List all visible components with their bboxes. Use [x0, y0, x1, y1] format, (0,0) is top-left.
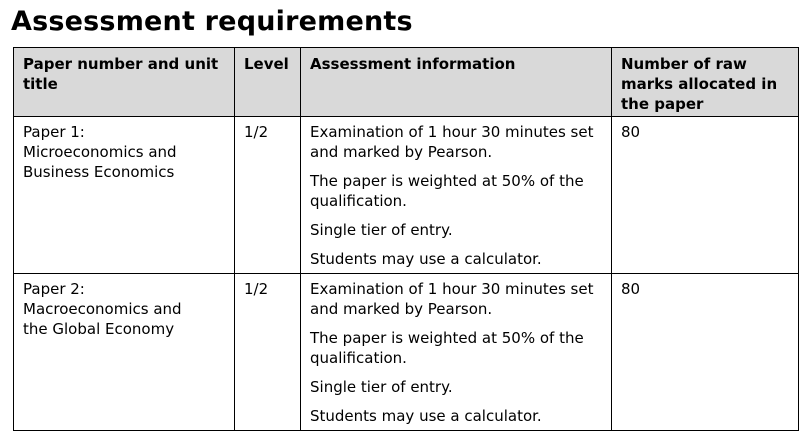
raw-marks-cell: 80	[612, 274, 799, 431]
paper-title-cell	[14, 117, 235, 274]
assessment-info-paragraph: Single tier of entry.	[310, 378, 453, 396]
assessment-info-cell	[301, 274, 612, 431]
header-assessment-information: Assessment information	[301, 48, 612, 117]
paper-title-line: Business Economics	[23, 163, 175, 181]
level-cell: 1/2	[235, 117, 301, 274]
assessment-info-paragraph: Examination of 1 hour 30 minutes set and marked by Pearson.	[310, 280, 594, 318]
table-header	[14, 48, 799, 117]
table-row	[14, 274, 799, 431]
table-row	[14, 117, 799, 274]
header-raw-marks: Number of raw marks allocated in the paper	[612, 48, 799, 117]
paper-title-cell	[14, 274, 235, 431]
assessment-info-paragraph: Single tier of entry.	[310, 221, 453, 239]
assessment-info-paragraph: Examination of 1 hour 30 minutes set and marked by Pearson.	[310, 123, 594, 161]
assessment-requirements-table	[13, 47, 799, 431]
header-level: Level	[235, 48, 301, 117]
paper-title-line: Paper 2:	[23, 280, 85, 298]
assessment-info-paragraph: Students may use a calculator.	[310, 407, 542, 425]
assessment-info-paragraph: The paper is weighted at 50% of the qualification.	[310, 172, 584, 210]
assessment-info-cell	[301, 117, 612, 274]
paper-title-line: Macroeconomics and	[23, 300, 182, 318]
level-cell: 1/2	[235, 274, 301, 431]
paper-title-line: Microeconomics and	[23, 143, 177, 161]
assessment-info-paragraph: The paper is weighted at 50% of the qualification.	[310, 329, 584, 367]
assessment-info-paragraph: Students may use a calculator.	[310, 250, 542, 268]
raw-marks-cell: 80	[612, 117, 799, 274]
header-row	[14, 48, 799, 117]
page-title: Assessment requirements	[11, 6, 413, 37]
table-body	[14, 117, 799, 431]
paper-title-line: the Global Economy	[23, 320, 175, 338]
header-paper-number-and-unit-title: Paper number and unit title	[14, 48, 235, 117]
paper-title-line: Paper 1:	[23, 123, 85, 141]
